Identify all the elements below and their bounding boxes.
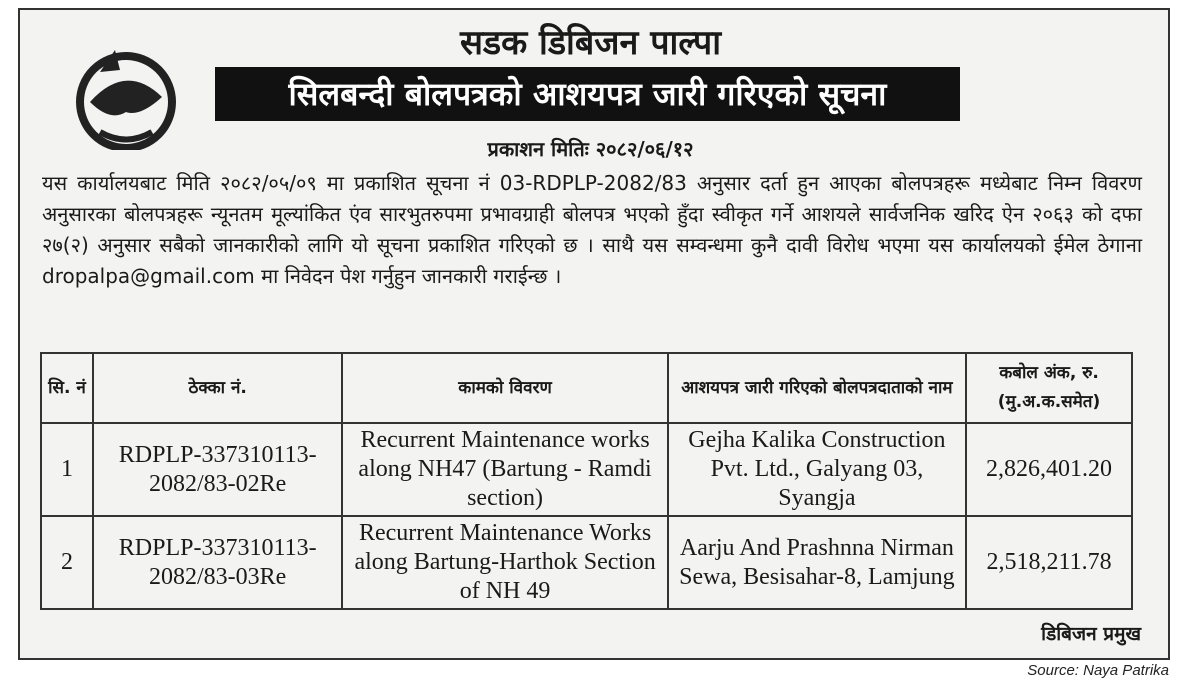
- table-row: [41, 516, 1132, 609]
- cell-bid-amount: 2,518,211.78: [966, 516, 1132, 609]
- header-work-description: कामको विवरण: [342, 353, 667, 423]
- cell-bidder-name: Aarju And Prashnna Nirman Sewa, Besisahar-8, Lamjung: [668, 516, 966, 609]
- cell-work-description: Recurrent Maintenance Works along Bartung-Harthok Section of NH 49: [342, 516, 667, 609]
- cell-sn: 1: [41, 423, 93, 516]
- notice-title: सिलबन्दी बोलपत्रको आशयपत्र जारी गरिएको सूचना: [215, 67, 960, 121]
- signature: डिबिजन प्रमुख: [1041, 623, 1141, 645]
- cell-contract-no: RDPLP-337310113-2082/83-03Re: [93, 516, 343, 609]
- header-sn: सि. नं: [41, 353, 93, 423]
- cell-contract-no: RDPLP-337310113-2082/83-02Re: [93, 423, 343, 516]
- header-contract-no: ठेक्का नं.: [93, 353, 343, 423]
- bids-table: [40, 352, 1133, 610]
- cell-bid-amount: 2,826,401.20: [966, 423, 1132, 516]
- notice-body: यस कार्यालयबाट मिति २०८२/०५/०९ मा प्रकाशित सूचना नं 03-RDPLP-2082/83 अनुसार दर्ता हुन आएका बोलपत्रहरू मध्येबाट निम्न विवरण अनुसारका बोलपत्रहरू न्यूनतम मूल्यांकित एंव सारभुतरुपमा प्रभावग्राही बोलपत्र भएको हुँदा स्वीकृत गर्ने आशयले सार्वजनिक खरिद ऐन २०६३ को दफा २७(२) अनुसार सबैको जानकारीको लागि यो सूचना प्रकाशित गरिएको छ । साथै यस सम्वन्धमा कुनै दावी विरोध भएमा यस कार्यालयको ईमेल ठेगाना dropalpa@gmail.com मा निवेदन पेश गर्नुहुन जानकारी गराईन्छ ।: [42, 171, 1142, 288]
- cell-sn: 2: [41, 516, 93, 609]
- office-title: सडक डिबिजन पाल्पा: [459, 23, 722, 63]
- cell-work-description: Recurrent Maintenance works along NH47 (Bartung - Ramdi section): [342, 423, 667, 516]
- table-header-row: [41, 353, 1132, 423]
- header-bidder-name: आशयपत्र जारी गरिएको बोलपत्रदाताको नाम: [668, 353, 966, 423]
- table-row: [41, 423, 1132, 516]
- publish-date: प्रकाशन मितिः २०८२/०६/१२: [487, 137, 694, 161]
- cell-bidder-name: Gejha Kalika Construction Pvt. Ltd., Galyang 03, Syangja: [668, 423, 966, 516]
- header-bid-amount: कबोल अंक, रु. (मु.अ.क.समेत): [966, 353, 1132, 423]
- source-credit: Source: Naya Patrika: [1027, 662, 1169, 679]
